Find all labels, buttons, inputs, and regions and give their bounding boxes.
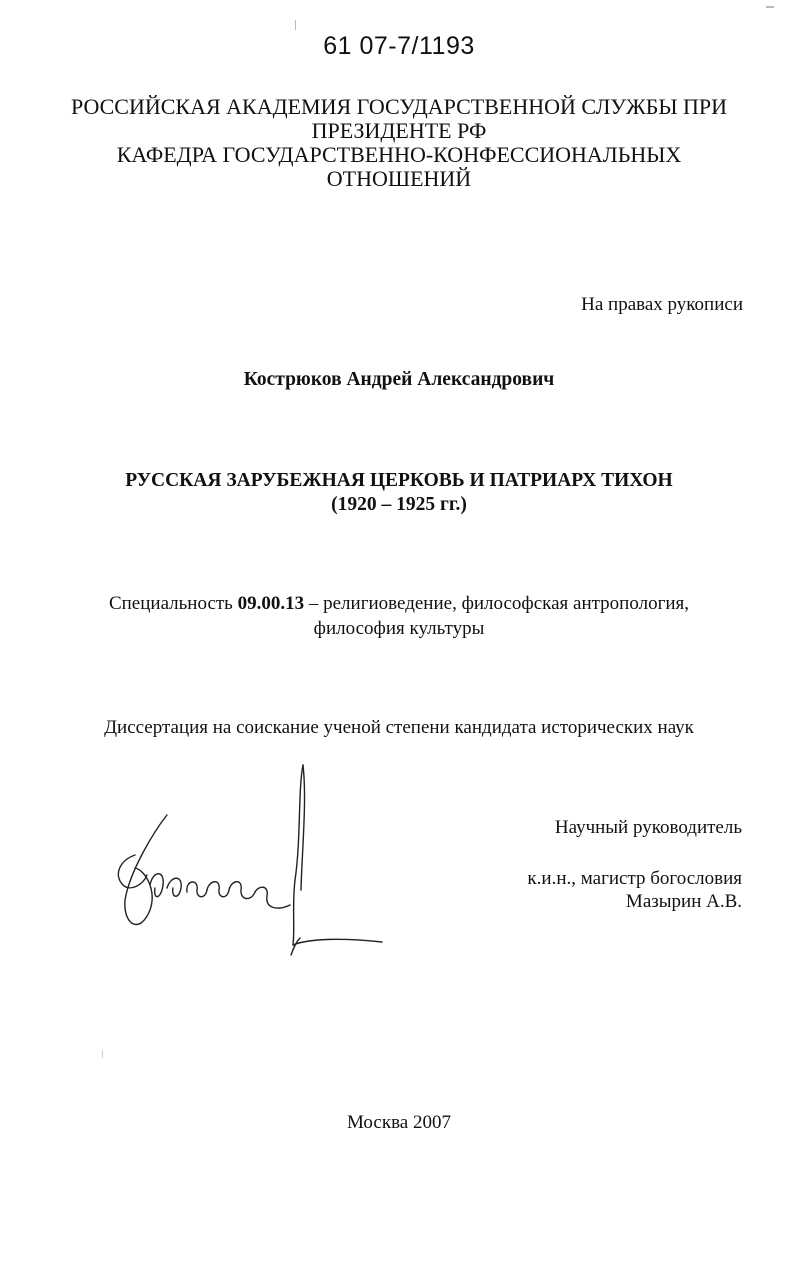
advisor-info — [527, 867, 742, 913]
scan-mark — [102, 1050, 103, 1058]
advisor-name: Мазырин А.В. — [625, 891, 742, 912]
institution-header — [0, 95, 798, 191]
institution-line: РОССИЙСКАЯ АКАДЕМИЯ ГОСУДАРСТВЕННОЙ СЛУЖБЫ ПРИ — [70, 94, 728, 119]
title-line: РУССКАЯ ЗАРУБЕЖНАЯ ЦЕРКОВЬ И ПАТРИАРХ ТИХОН — [125, 470, 673, 491]
specialty — [0, 591, 798, 641]
specialty-description: – религиоведение, философская антропология, — [304, 593, 690, 614]
title-years: (1920 – 1925 гг.) — [331, 494, 467, 515]
city-year: Москва 2007 — [347, 1112, 451, 1133]
specialty-code: 09.00.13 — [237, 593, 305, 614]
scan-mark — [766, 6, 774, 8]
author-name: Кострюков Андрей Александрович — [243, 369, 555, 390]
specialty-line-2: философия культуры — [313, 618, 485, 639]
specialty-line — [0, 591, 798, 616]
catalog-number: 61 07-7/1193 — [323, 32, 475, 60]
advisor-label: Научный руководитель — [554, 817, 742, 838]
specialty-prefix: Специальность — [108, 593, 238, 614]
department-line: КАФЕДРА ГОСУДАРСТВЕННО-КОНФЕССИОНАЛЬНЫХ — [116, 142, 682, 167]
scan-mark — [295, 20, 296, 30]
dissertation-title — [0, 469, 798, 517]
degree-statement: Диссертация на соискание ученой степени кандидата исторических наук — [104, 717, 694, 738]
manuscript-rights: На правах рукописи — [581, 294, 743, 315]
advisor-credentials: к.и.н., магистр богословия — [527, 868, 742, 889]
signature — [95, 760, 395, 960]
institution-line: ПРЕЗИДЕНТЕ РФ — [311, 118, 487, 143]
department-line: ОТНОШЕНИЙ — [326, 166, 472, 191]
